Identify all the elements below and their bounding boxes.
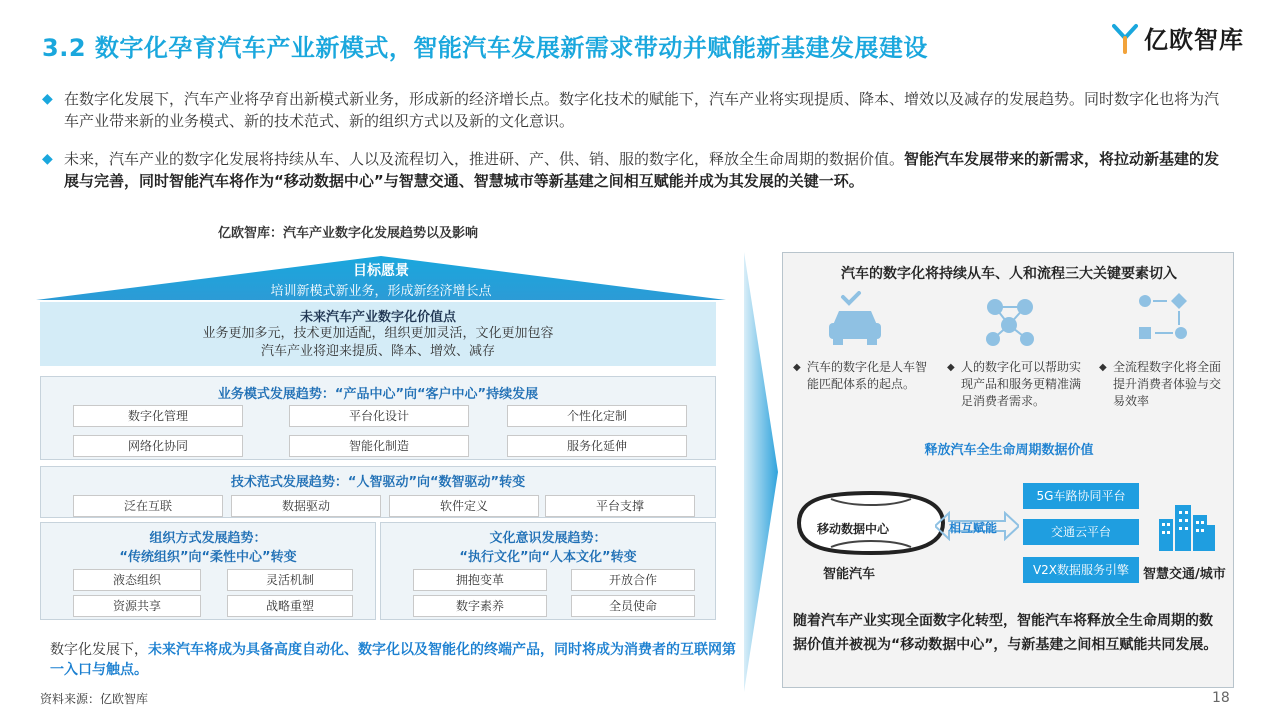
tech-chip: 软件定义 [389, 495, 539, 517]
business-chip: 智能化制造 [289, 435, 469, 457]
bullet-2 [42, 148, 1232, 192]
logo-text: 亿欧智库 [1144, 26, 1244, 54]
diamond-bullet-icon: ◆ [42, 91, 53, 107]
page-number: 18 [1212, 690, 1230, 706]
yiou-logo-icon [1112, 22, 1138, 54]
diamond-bullet-icon: ◆ [42, 151, 53, 167]
mutual-empower-text: 相互赋能 [949, 521, 998, 535]
mobile-data-center-label: 移动数据中心 [813, 519, 893, 538]
tech-chip: 数据驱动 [231, 495, 381, 517]
business-chip: 数字化管理 [73, 405, 243, 427]
left-note: 数字化发展下，未来汽车将成为具备高度自动化、数字化以及智能化的终端产品，同时将成为消费者的互联网第一入口与触点。 [50, 642, 736, 678]
right-item-3: ◆ 全流程数字化将全面提升消费者体验与交易效率 [1099, 360, 1222, 408]
value-line-1: 业务更加多元，技术更加适配，组织更加灵活，文化更加包容 [202, 326, 554, 341]
org-title-2: “传统组织”向“柔性中心”转变 [119, 550, 297, 565]
value-box [40, 302, 716, 366]
tech-chip: 平台支撑 [545, 495, 695, 517]
business-chip: 平台化设计 [289, 405, 469, 427]
org-chip: 液态组织 [73, 569, 201, 591]
bullet-2-text: 未来，汽车产业的数字化发展将持续从车、人以及流程切入，推进研、产、供、销、服的数字化，释放全生命周期的数据价值。智能汽车发展带来的新需求，将拉动新基建的发展与完善，同时智能汽车将作为“移动数据中心”与智慧交通、智慧城市等新基建之间相互赋能并成为其发展的关键一环。 [64, 150, 1220, 190]
right-item-2: ◆ 人的数字化可以帮助实现产品和服务更精准满足消费者需求。 [947, 360, 1082, 408]
figure-caption: 亿欧智库：汽车产业数字化发展趋势以及影响 [218, 226, 479, 241]
bullet-1 [42, 88, 1232, 132]
people-network-icon [979, 291, 1043, 351]
goal-subtitle: 培训新模式新业务，形成新经济增长点 [270, 284, 492, 299]
business-title: 业务模式发展趋势：“产品中心”向“客户中心”持续发展 [217, 387, 539, 402]
logo [1112, 20, 1244, 55]
business-panel [40, 376, 716, 460]
culture-chip: 数字素养 [413, 595, 547, 617]
goal-title: 目标愿景 [353, 263, 409, 279]
right-item-1: ◆ 汽车的数字化是人车智能匹配体系的起点。 [793, 360, 928, 391]
smart-city-name: 智慧交通/城市 [1143, 567, 1226, 582]
org-chip: 战略重塑 [227, 595, 353, 617]
car-wrench-icon [823, 291, 887, 351]
right-title: 汽车的数字化将持续从车、人和流程三大关键要素切入 [841, 266, 1177, 282]
page-title: 3.2 数字化孕育汽车产业新模式，智能汽车发展新需求带动并赋能新基建发展建设 [42, 34, 928, 62]
city-buildings-icon [1157, 501, 1217, 551]
org-chip: 资源共享 [73, 595, 201, 617]
right-arrow-icon [744, 252, 778, 692]
culture-title-2: “执行文化”向“人本文化”转变 [459, 550, 637, 565]
org-chip: 灵活机制 [227, 569, 353, 591]
process-flow-icon [1133, 291, 1197, 351]
culture-panel [380, 522, 716, 620]
value-line-2: 汽车产业将迎来提质、降本、增效、减存 [260, 344, 495, 359]
right-subtitle: 释放汽车全生命周期数据价值 [924, 443, 1094, 458]
culture-chip: 拥抱变革 [413, 569, 547, 591]
right-bottom-text: 随着汽车产业实现全面数字化转型，智能汽车将释放全生命周期的数据价值并被视为“移动数据中心”，与新基建之间相互赋能共同发展。 [793, 613, 1218, 653]
org-panel [40, 522, 376, 620]
value-title: 未来汽车产业数字化价值点 [299, 310, 456, 325]
culture-chip: 开放合作 [571, 569, 695, 591]
bullet-1-text: 在数字化发展下，汽车产业将孕育出新模式新业务，形成新的经济增长点。数字化技术的赋能下，汽车产业将实现提质、降本、增效以及减存的发展趋势。同时数字化也将为汽车产业带来新的业务模式、新的技术范式、新的组织方式以及新的文化意识。 [64, 90, 1220, 130]
source-note: 资料来源：亿欧智库 [40, 692, 149, 706]
tech-panel [40, 466, 716, 518]
platform-v2x: V2X数据服务引擎 [1023, 557, 1139, 583]
org-title-1: 组织方式发展趋势： [149, 531, 267, 546]
business-chip: 网络化协同 [73, 435, 243, 457]
tech-chip: 泛在互联 [73, 495, 223, 517]
platform-cloud: 交通云平台 [1023, 519, 1139, 545]
platform-5g: 5G车路协同平台 [1023, 483, 1139, 509]
business-chip: 个性化定制 [507, 405, 687, 427]
smart-car-name: 智能汽车 [823, 567, 876, 582]
tech-title: 技术范式发展趋势：“人智驱动”向“数智驱动”转变 [230, 475, 526, 490]
culture-chip: 全员使命 [571, 595, 695, 617]
culture-title-1: 文化意识发展趋势： [489, 531, 607, 546]
right-panel [782, 252, 1234, 688]
business-chip: 服务化延伸 [507, 435, 687, 457]
